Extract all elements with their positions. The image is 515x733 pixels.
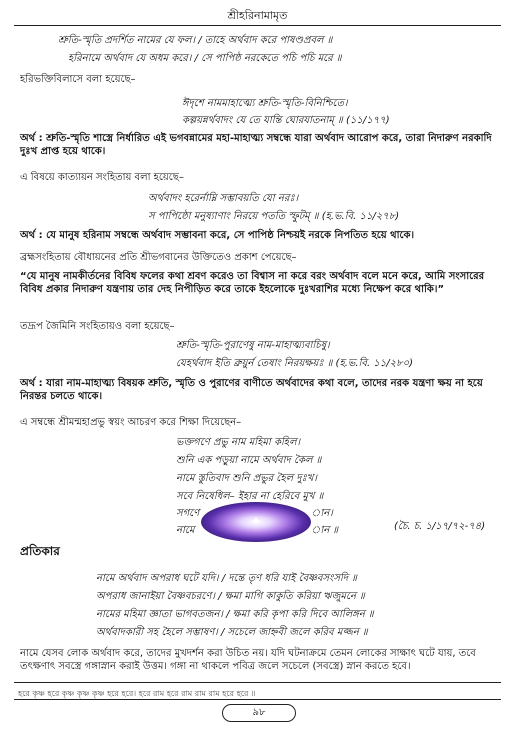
verse-line: অপরাধ জানাইয়া বৈষ্ণবচরণে। / ক্ষমা মাগি কাকুতি করিয়া ঋজুমনে ॥ bbox=[96, 591, 365, 602]
verse-line: সগণে bbox=[176, 508, 200, 519]
star-burst-icon: ✦ bbox=[250, 514, 262, 530]
sanskrit-verse: কল্পয়ন্নর্থবাদং যে তে যান্তি ঘোরযাতনাম্ ॥ (১১/১৭৭) bbox=[182, 115, 390, 126]
intro-line: তদ্রূপ জৈমিনি সংহিতায়ও বলা হয়েছে– bbox=[20, 321, 175, 332]
meaning-paragraph: অর্থ : যারা নাম-মাহাত্ম্য বিষয়ক শ্রুতি, স্মৃতি ও পুরাণের বাণীতে অর্থবাদের কথা বলে, তাদের নরক যন্ত্রণা ক্ষয় না হয়ে নিরন্তর চলতে থাকে। bbox=[20, 378, 483, 402]
verse-line: ান ॥ bbox=[311, 525, 339, 536]
meaning-paragraph: অর্থ : যে মানুষ হরিনাম সম্বন্ধে অর্থবাদ সম্ভাবনা করে, সে পাপিষ্ঠ নিশ্চয়ই নরকে নিপতিত হয়ে থাকে। bbox=[20, 230, 415, 241]
verse-line: নামের মহিমা জ্ঞাতা ভাগবতজন। / ক্ষমা করি কৃপা করি দিবে আলিঙ্গন ॥ bbox=[96, 609, 374, 620]
decorative-emblem-image bbox=[201, 502, 311, 542]
sanskrit-verse: ঈদৃশে নামমাহাত্ম্যে শ্রুতি-স্মৃতি-বিনিশ্চিতে। bbox=[182, 98, 348, 109]
verse-line: ান। bbox=[311, 508, 333, 519]
intro-line: এ সম্বন্ধে শ্রীমন্মহাপ্রভু স্বয়ং আচরণ করে শিক্ষা দিয়েছেন– bbox=[20, 417, 242, 428]
section-heading: প্রতিকার bbox=[20, 544, 60, 558]
quote-paragraph: “যে মানুষ নামকীর্তনের বিবিধ ফলের কথা শ্রবণ করেও তা বিশ্বাস না করে বরং অর্থবাদ বলে মনে করে, আমি সংসারের বিবিধ প্রকার নিদারুণ যন্ত্রণায় তার দেহ নিপীড়িত করে তাকে ইহলোকে দুঃখরাশির মধ্যে নিক্ষেপ করে থাকি।” bbox=[20, 271, 485, 295]
closing-paragraph: নামে যেসব লোক অর্থবাদ করে, তাদের মুখদর্শন করা উচিত নয়। যদি ঘটনাক্রমে তেমন লোকের সাক্ষাৎ ঘটে যায়, তবে তৎক্ষণাৎ সবস্ত্রে গঙ্গাস্নান করাই উত্তম। গঙ্গা না থাকলে পবিত্র জলে সচেলে (সবস্ত্রে) স্নান করতে হবে। bbox=[20, 648, 476, 672]
footer-rule bbox=[14, 699, 501, 700]
sanskrit-verse: যেহর্থবাদ ইতি ব্রুয়ুর্ন তেষাং নিরয়ক্ষয়ঃ ॥ (হ.ভ.বি. ১১/২৮০) bbox=[176, 358, 414, 369]
footer-mantra: হরে কৃষ্ণ হরে কৃষ্ণ কৃষ্ণ কৃষ্ণ হরে হরে। হরে রাম হরে রাম রাম রাম হরে হরে ॥ bbox=[18, 689, 256, 698]
verse-line: শ্রুতি-স্মৃতি প্রদর্শিত নামের যে ফল। / তাহে অর্থবাদ করে পাষণ্ডপ্রবল ॥ bbox=[58, 35, 333, 46]
footer-rule bbox=[14, 682, 501, 683]
sanskrit-verse: শ্রুতি-স্মৃতি-পুরাণেষু নাম-মাহাত্ম্যবাচিষু। bbox=[176, 340, 330, 351]
verse-line: নামে স্তুতিবাদ শুনি প্রভুর হৈল দুঃখ। bbox=[176, 473, 317, 484]
meaning-paragraph: অর্থ : শ্রুতি-স্মৃতি শাস্ত্রে নির্ধারিত এই ভগবন্নামের মহা-মাহাত্ম্য সম্বন্ধে যারা অর্থবাদ আরোপ করে, তারা নিদারুণ নরকাদি দুঃখ প্রাপ্ত হয়ে থাকে। bbox=[20, 133, 492, 157]
sanskrit-verse: স পাপিষ্ঠো মনুষ্যাণাং নিরয়ে পততি স্ফুটম্ ॥ (হ.ভ.বি. ১১/২৭৮) bbox=[148, 211, 400, 222]
intro-line: এ বিষয়ে কাত্যায়ন সংহিতায় বলা হয়েছে– bbox=[20, 172, 184, 183]
page-title: শ্রীহরিনামামৃত bbox=[227, 9, 288, 22]
verse-line: নামে অর্থবাদ অপরাধ ঘটে যদি। / দন্তে তৃণ ধরি যাই বৈষ্ণবসংসদি ॥ bbox=[96, 573, 357, 584]
intro-line: ব্রহ্মসংহিতায় বৌধায়নের প্রতি শ্রীভগবানের উক্তিতেও প্রকাশ পেয়েছে– bbox=[20, 252, 297, 263]
intro-line: হরিভক্তিবিলাসে বলা হয়েছে– bbox=[20, 74, 136, 85]
verse-line: অর্থবাদকারী সহ হৈলে সম্ভাষণ। / সচেলে জাহ্নবী জলে করিব মজ্জন ॥ bbox=[96, 627, 368, 638]
header-rule bbox=[14, 25, 501, 26]
page-number: ৯৮ bbox=[222, 704, 296, 722]
verse-line: নামে bbox=[176, 525, 195, 536]
verse-line: হরিনামে অর্থবাদ যে অধম করে। / সে পাপিষ্ঠ নরকেতে পচি পচি মরে ॥ bbox=[68, 53, 342, 64]
verse-line: ভক্তগণে প্রভু নাম মহিমা কহিল। bbox=[176, 437, 301, 448]
verse-line: শুনি এক পড়ুয়া নামে অর্থবাদ কৈল ॥ bbox=[176, 455, 322, 466]
sanskrit-verse: অর্থবাদং হরের্নাম্নি সম্ভাবয়তি যো নরঃ। bbox=[148, 193, 299, 204]
verse-line: সবে নিষেধিল– ইহার না হেরিবে মুখ ॥ bbox=[176, 491, 324, 502]
verse-reference: (চৈ. চ. ১/১৭/৭২-৭৪) bbox=[394, 521, 486, 532]
